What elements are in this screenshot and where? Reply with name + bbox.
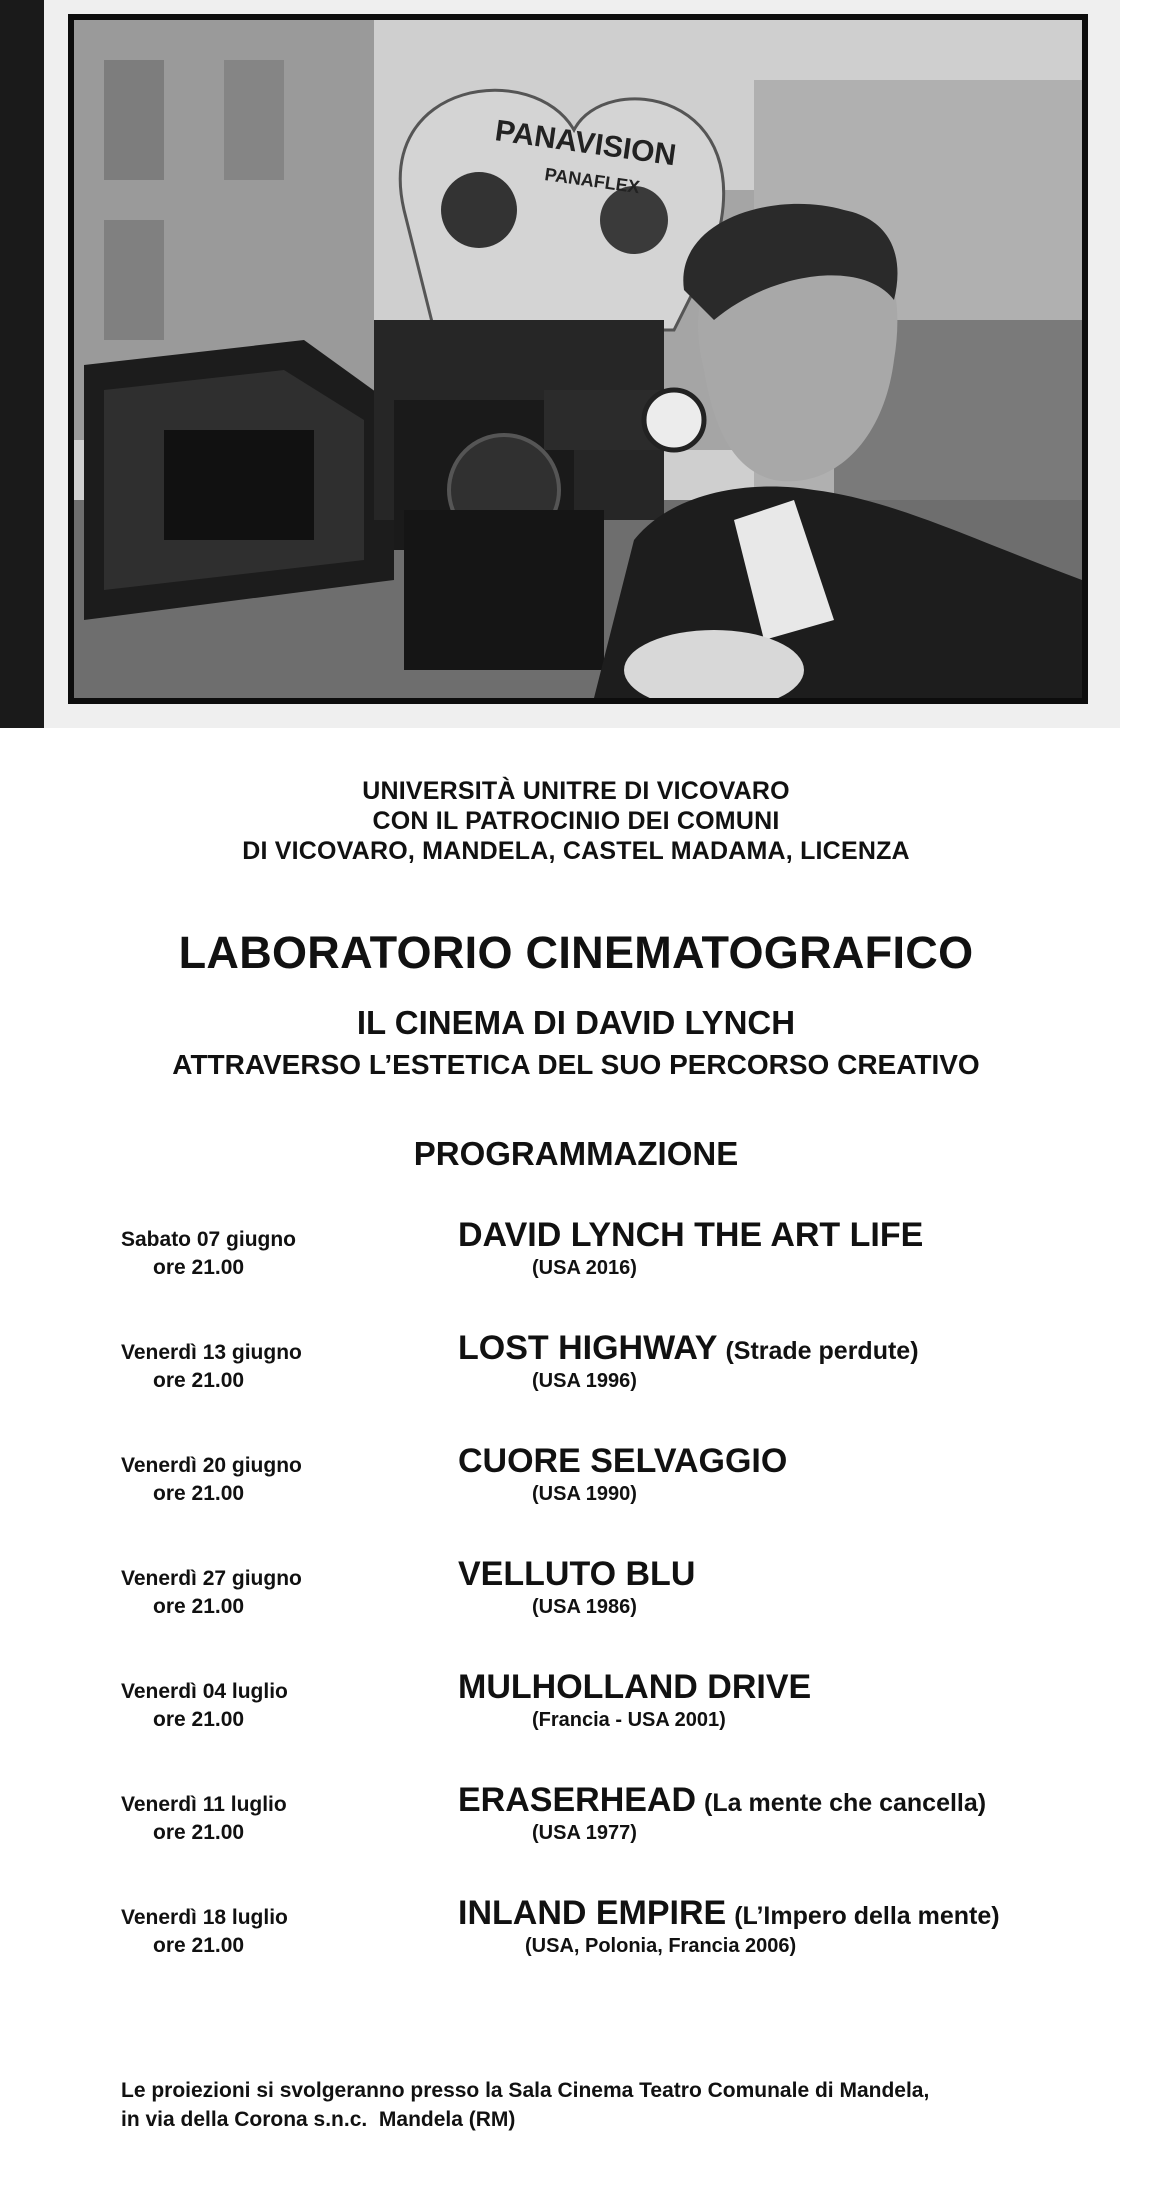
schedule-entry <box>0 1441 1152 1511</box>
screening-time: ore 21.00 <box>153 1934 245 1957</box>
film-origin: (USA 2016) <box>532 1257 637 1279</box>
screening-date: Sabato 07 giugno <box>121 1228 297 1251</box>
film-italian-title: (Strade perdute) <box>725 1337 919 1365</box>
screening-time: ore 21.00 <box>153 1821 245 1844</box>
screening-time: ore 21.00 <box>153 1369 245 1392</box>
schedule-entry <box>0 1893 1152 1963</box>
municipalities-line: DI VICOVARO, MANDELA, CASTEL MADAMA, LICENZA <box>242 837 910 865</box>
right-margin-strip <box>1120 0 1152 728</box>
photo-frame <box>0 0 1152 728</box>
film-title-row <box>458 1554 695 1594</box>
screening-time: ore 21.00 <box>153 1482 245 1505</box>
screening-date: Venerdì 18 luglio <box>121 1906 288 1929</box>
organizer-block <box>0 776 1152 866</box>
film-title: CUORE SELVAGGIO <box>458 1442 788 1480</box>
schedule-entry <box>0 1780 1152 1850</box>
patronage-line: CON IL PATROCINIO DEI COMUNI <box>372 807 780 835</box>
screening-time: ore 21.00 <box>153 1256 245 1279</box>
film-origin: (Francia - USA 2001) <box>532 1709 726 1731</box>
film-title-row <box>458 1215 923 1255</box>
schedule-entry <box>0 1328 1152 1398</box>
film-title-row <box>458 1780 986 1823</box>
organizer-line: UNIVERSITÀ UNITRE DI VICOVARO <box>362 777 790 805</box>
screening-date: Venerdì 04 luglio <box>121 1680 288 1703</box>
film-origin: (USA, Polonia, Francia 2006) <box>525 1935 797 1957</box>
screening-schedule <box>0 1215 1152 1975</box>
address-line: in via della Corona s.n.c. Mandela (RM) <box>121 2108 516 2131</box>
film-title: LOST HIGHWAY <box>458 1329 718 1367</box>
film-title: DAVID LYNCH THE ART LIFE <box>458 1216 924 1254</box>
film-title: INLAND EMPIRE <box>458 1894 727 1932</box>
venue-note <box>121 2076 1081 2134</box>
screening-date: Venerdì 13 giugno <box>121 1341 302 1364</box>
film-title-row <box>458 1667 811 1707</box>
film-title: MULHOLLAND DRIVE <box>458 1668 812 1706</box>
program-heading: PROGRAMMAZIONE <box>413 1135 739 1172</box>
hero-photo <box>68 14 1088 704</box>
screening-time: ore 21.00 <box>153 1708 245 1731</box>
film-origin: (USA 1986) <box>532 1596 637 1618</box>
screening-date: Venerdì 20 giugno <box>121 1454 302 1477</box>
camera-operator-illustration <box>74 20 1082 698</box>
schedule-entry <box>0 1554 1152 1624</box>
screening-date: Venerdì 11 luglio <box>121 1793 287 1816</box>
venue-line: Le proiezioni si svolgeranno presso la Sala Cinema Teatro Comunale di Mandela, <box>121 2079 930 2102</box>
film-title-row <box>458 1328 919 1371</box>
schedule-entry <box>0 1667 1152 1737</box>
event-title: LABORATORIO CINEMATOGRAFICO <box>178 927 974 978</box>
film-title: ERASERHEAD <box>458 1781 697 1819</box>
schedule-entry <box>0 1215 1152 1285</box>
film-origin: (USA 1996) <box>532 1370 637 1392</box>
screening-time: ore 21.00 <box>153 1595 245 1618</box>
screening-date: Venerdì 27 giugno <box>121 1567 302 1590</box>
film-title: VELLUTO BLU <box>458 1555 696 1593</box>
film-origin: (USA 1990) <box>532 1483 637 1505</box>
film-title-row <box>458 1441 787 1481</box>
film-origin: (USA 1977) <box>532 1822 637 1844</box>
event-subtitle: IL CINEMA DI DAVID LYNCH <box>356 1004 796 1041</box>
camera-brand-label: PANAVISION <box>493 114 679 173</box>
camera-model-label: PANAFLEX <box>543 164 641 198</box>
film-italian-title: (L’Impero della mente) <box>734 1902 1000 1930</box>
film-title-row <box>458 1893 1000 1936</box>
film-italian-title: (La mente che cancella) <box>704 1789 987 1817</box>
event-description: ATTRAVERSO L’ESTETICA DEL SUO PERCORSO CREATIVO <box>172 1049 980 1080</box>
